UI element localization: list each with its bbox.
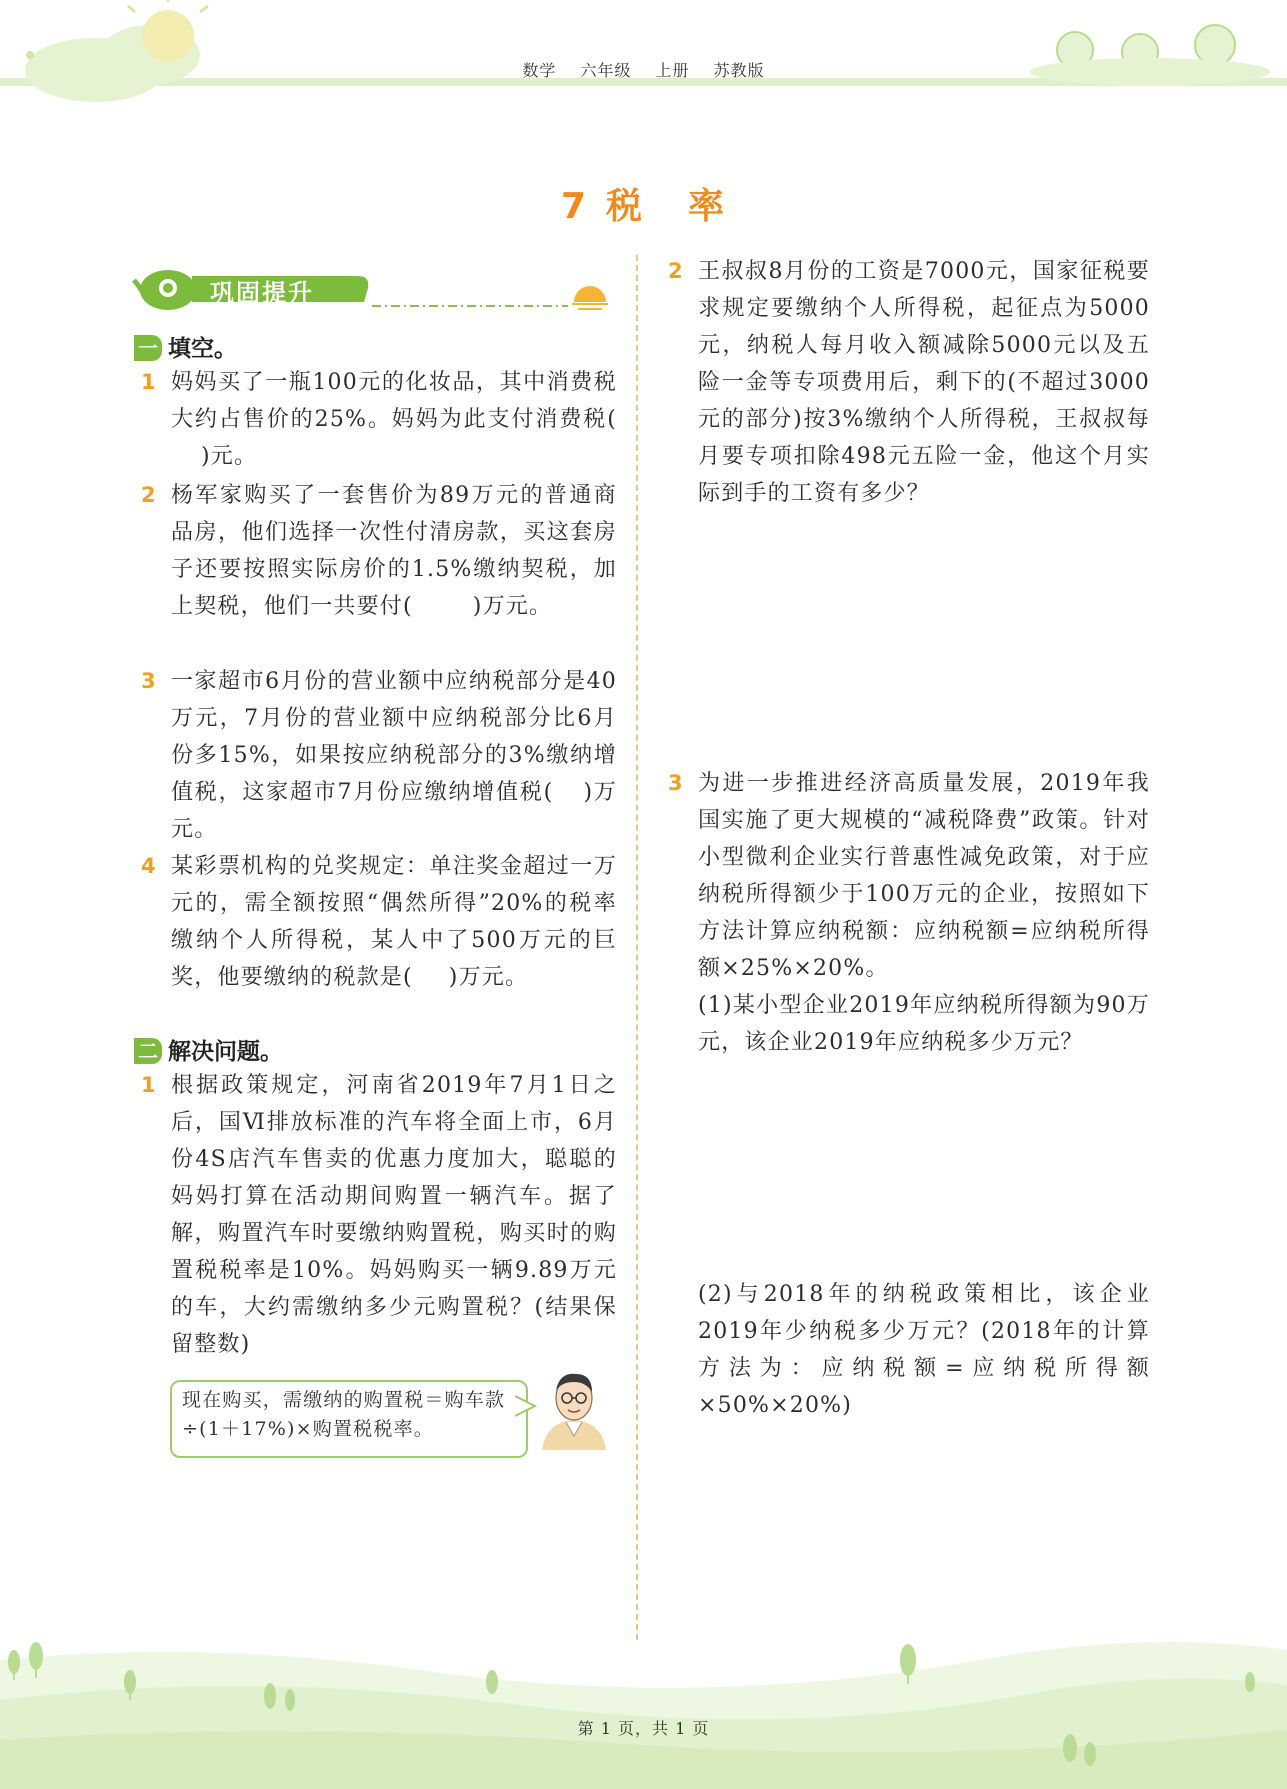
page-footer: 第 1 页，共 1 页 (577, 1719, 710, 1738)
question-number: 2 (141, 483, 157, 507)
fill-question-3 (141, 663, 618, 848)
tip-bubble (170, 1380, 528, 1458)
part-fill-header (134, 330, 237, 363)
solve-question-3 (668, 765, 1150, 1061)
title-char-1: 税 (606, 186, 645, 227)
solve-question-1 (141, 1067, 617, 1363)
part-fill-badge: 一 (134, 335, 162, 361)
question-number: 3 (141, 669, 157, 693)
teacher-icon (532, 1366, 616, 1450)
question-number: 1 (141, 370, 157, 394)
question-number: 2 (668, 259, 684, 283)
solve-question-2 (668, 253, 1150, 512)
footer-landscape (0, 1620, 1287, 1789)
question-text: 妈妈买了一瓶100元的化妆品，其中消费税大约占售价的25%。妈妈为此支付消费税( (171, 370, 617, 432)
title-char-2: 率 (688, 186, 727, 227)
question-text-end: )万元。 (171, 780, 618, 842)
question-text: 根据政策规定，河南省2019年7月1日之后，国Ⅵ排放标准的汽车将全面上市，6月份4S店汽车售卖的优惠力度加大，聪聪的妈妈打算在活动期间购置一辆汽车。据了解，购置汽车时要缴纳购置税，购买时的购置税税率是10%。妈妈购买一辆9.89万元的车，大约需缴纳多少元购置税？(结果保留整数) (171, 1073, 617, 1357)
page-title (0, 178, 1287, 229)
fill-question-2 (141, 477, 617, 625)
part-solve-header (134, 1033, 283, 1066)
header-decoration (0, 0, 1287, 110)
header-volume: 上册 (655, 61, 690, 80)
question-text: 某彩票机构的兑奖规定：单注奖金超过一万元的，需全额按照“偶然所得”20%的税率缴纳个人所得税，某人中了500万元的巨奖，他要缴纳的税款是( (171, 854, 617, 990)
fill-question-1 (141, 364, 617, 475)
header-subject: 数学 (522, 61, 557, 80)
question-text-end: )万元。 (472, 594, 553, 619)
book-header (0, 58, 1287, 81)
part-solve-badge: 二 (134, 1038, 162, 1064)
header-edition: 苏教版 (713, 61, 765, 80)
fill-question-4 (141, 848, 617, 996)
column-divider (636, 255, 638, 1640)
question-number: 1 (141, 1073, 157, 1097)
question-text: 为进一步推进经济高质量发展，2019年我国实施了更大规模的“减税降费”政策。针对小型微利企业实行普惠性减免政策，对于应纳税所得额少于100万元的企业，按照如下方法计算应纳税额：应纳税额=应纳税所得额×25%×20%。 (698, 771, 1150, 981)
header-grade: 六年级 (580, 61, 632, 80)
question-number: 3 (668, 771, 684, 795)
tip-text: 现在购买，需缴纳的购置税＝购车款÷(1＋17%)×购置税税率。 (182, 1389, 506, 1440)
lesson-number: 7 (560, 186, 589, 227)
question-text: 王叔叔8月份的工资是7000元，国家征税要求规定要缴纳个人所得税，起征点为5000元，纳税人每月收入额减除5000元以及五险一金等专项费用后，剩下的(不超过3000元的部分)按3%缴纳个人所得税，王叔叔每月要专项扣除498元五险一金，他这个月实际到手的工资有多少？ (698, 259, 1150, 506)
question-number: 4 (141, 854, 157, 878)
question-text: 杨军家购买了一套售价为89万元的普通商品房，他们选择一次性付清房款，买这套房子还要按照实际房价的1.5%缴纳契税，加上契税，他们一共要付( (171, 483, 617, 619)
part-solve-label: 解决问题。 (168, 1039, 283, 1065)
solve-question-3-part-2 (698, 1276, 1150, 1424)
sub-question-2: (2)与2018年的纳税政策相比，该企业2019年少纳税多少万元？(2018年的计算方法为：应纳税额=应纳税所得额×50%×20%) (698, 1282, 1150, 1418)
part-fill-label: 填空。 (168, 336, 237, 362)
question-text-end: )万元。 (448, 965, 529, 990)
question-text-end: )元。 (201, 444, 258, 469)
section-banner-label: 巩固提升 (210, 279, 314, 307)
question-text: 一家超市6月份的营业额中应纳税部分是40万元，7月份的营业额中应纳税部分比6月份多15%，如果按应纳税部分的3%缴纳增值税，这家超市7月份应缴纳增值税( (171, 669, 617, 805)
sub-question-1: (1)某小型企业2019年应纳税所得额为90万元，该企业2019年应纳税多少万元？ (698, 993, 1150, 1055)
section-banner (132, 262, 612, 314)
